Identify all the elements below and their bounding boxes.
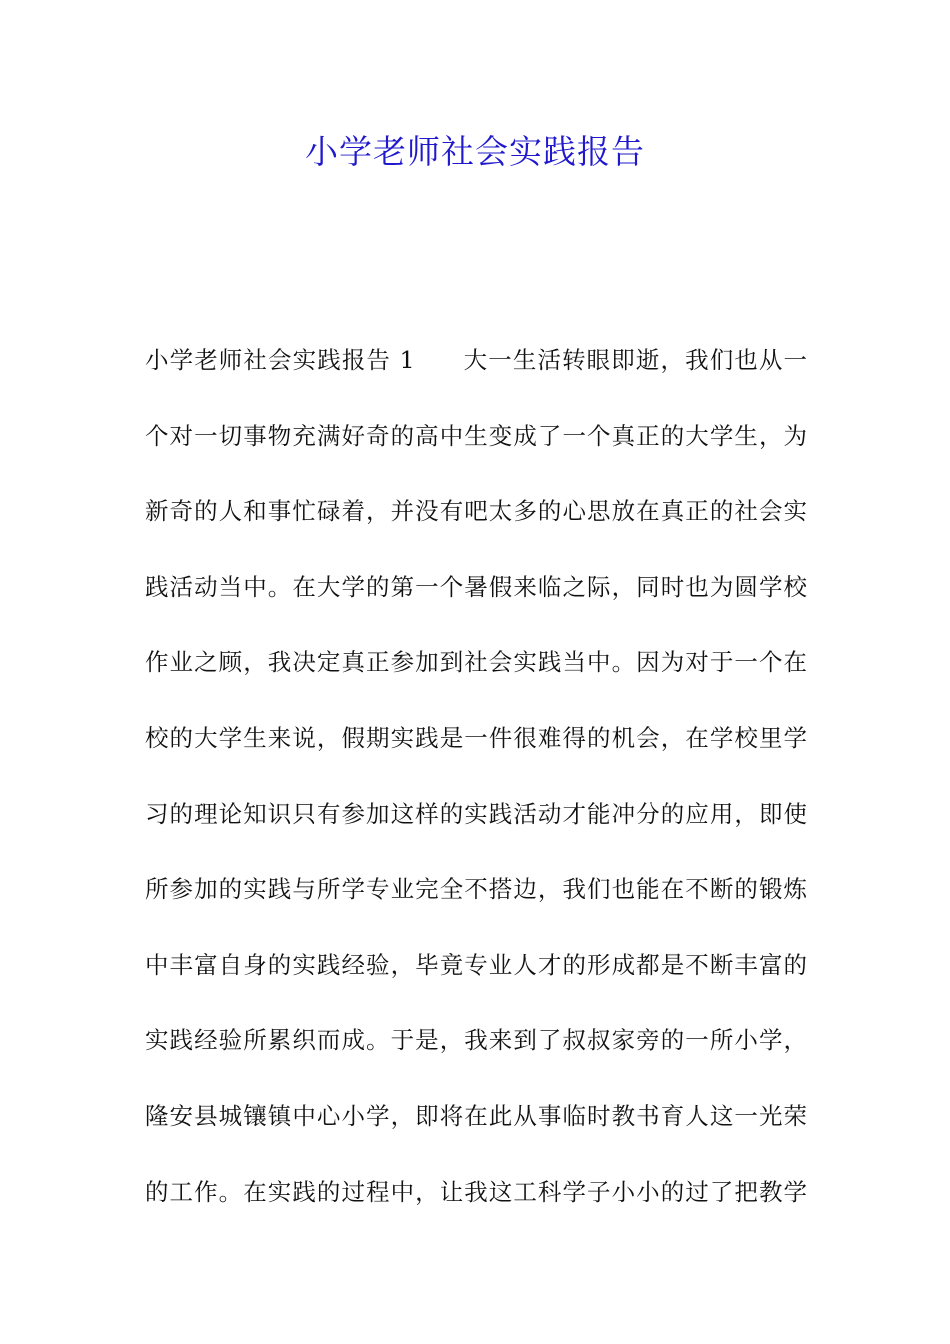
body-line-8: 所参加的实践与所学专业完全不搭边，我们也能在不断的锻炼 bbox=[145, 875, 807, 904]
body-line-2: 个对一切事物充满好奇的高中生变成了一个真正的大学生，为 bbox=[145, 421, 807, 450]
body-line-3: 新奇的人和事忙碌着，并没有吧太多的心思放在真正的社会实 bbox=[145, 497, 807, 526]
body-line-9: 中丰富自身的实践经验，毕竟专业人才的形成都是不断丰富的 bbox=[145, 950, 807, 979]
body-line-6: 校的大学生来说，假期实践是一件很难得的机会，在学校里学 bbox=[145, 723, 807, 752]
document-title: 小学老师社会实践报告 bbox=[305, 132, 645, 171]
document-body bbox=[145, 340, 807, 1247]
body-line-12: 的工作。在实践的过程中，让我这工科学子小小的过了把教学 bbox=[145, 1177, 807, 1206]
body-line-5: 作业之顾，我决定真正参加到社会实践当中。因为对于一个在 bbox=[145, 648, 807, 677]
paragraph-start: 大一生活转眼即逝，我们也从一 bbox=[462, 346, 807, 374]
body-line-1 bbox=[145, 340, 807, 416]
body-line-7: 习的理论知识只有参加这样的实践活动才能冲分的应用，即使 bbox=[145, 799, 807, 828]
body-line-4: 践活动当中。在大学的第一个暑假来临之际，同时也为圆学校 bbox=[145, 572, 807, 601]
body-line-10: 实践经验所累织而成。于是，我来到了叔叔家旁的一所小学， bbox=[145, 1026, 807, 1055]
report-heading-inline: 小学老师社会实践报告 1 bbox=[145, 346, 415, 374]
body-line-11: 隆安县城镶镇中心小学，即将在此从事临时教书育人这一光荣 bbox=[145, 1101, 807, 1130]
